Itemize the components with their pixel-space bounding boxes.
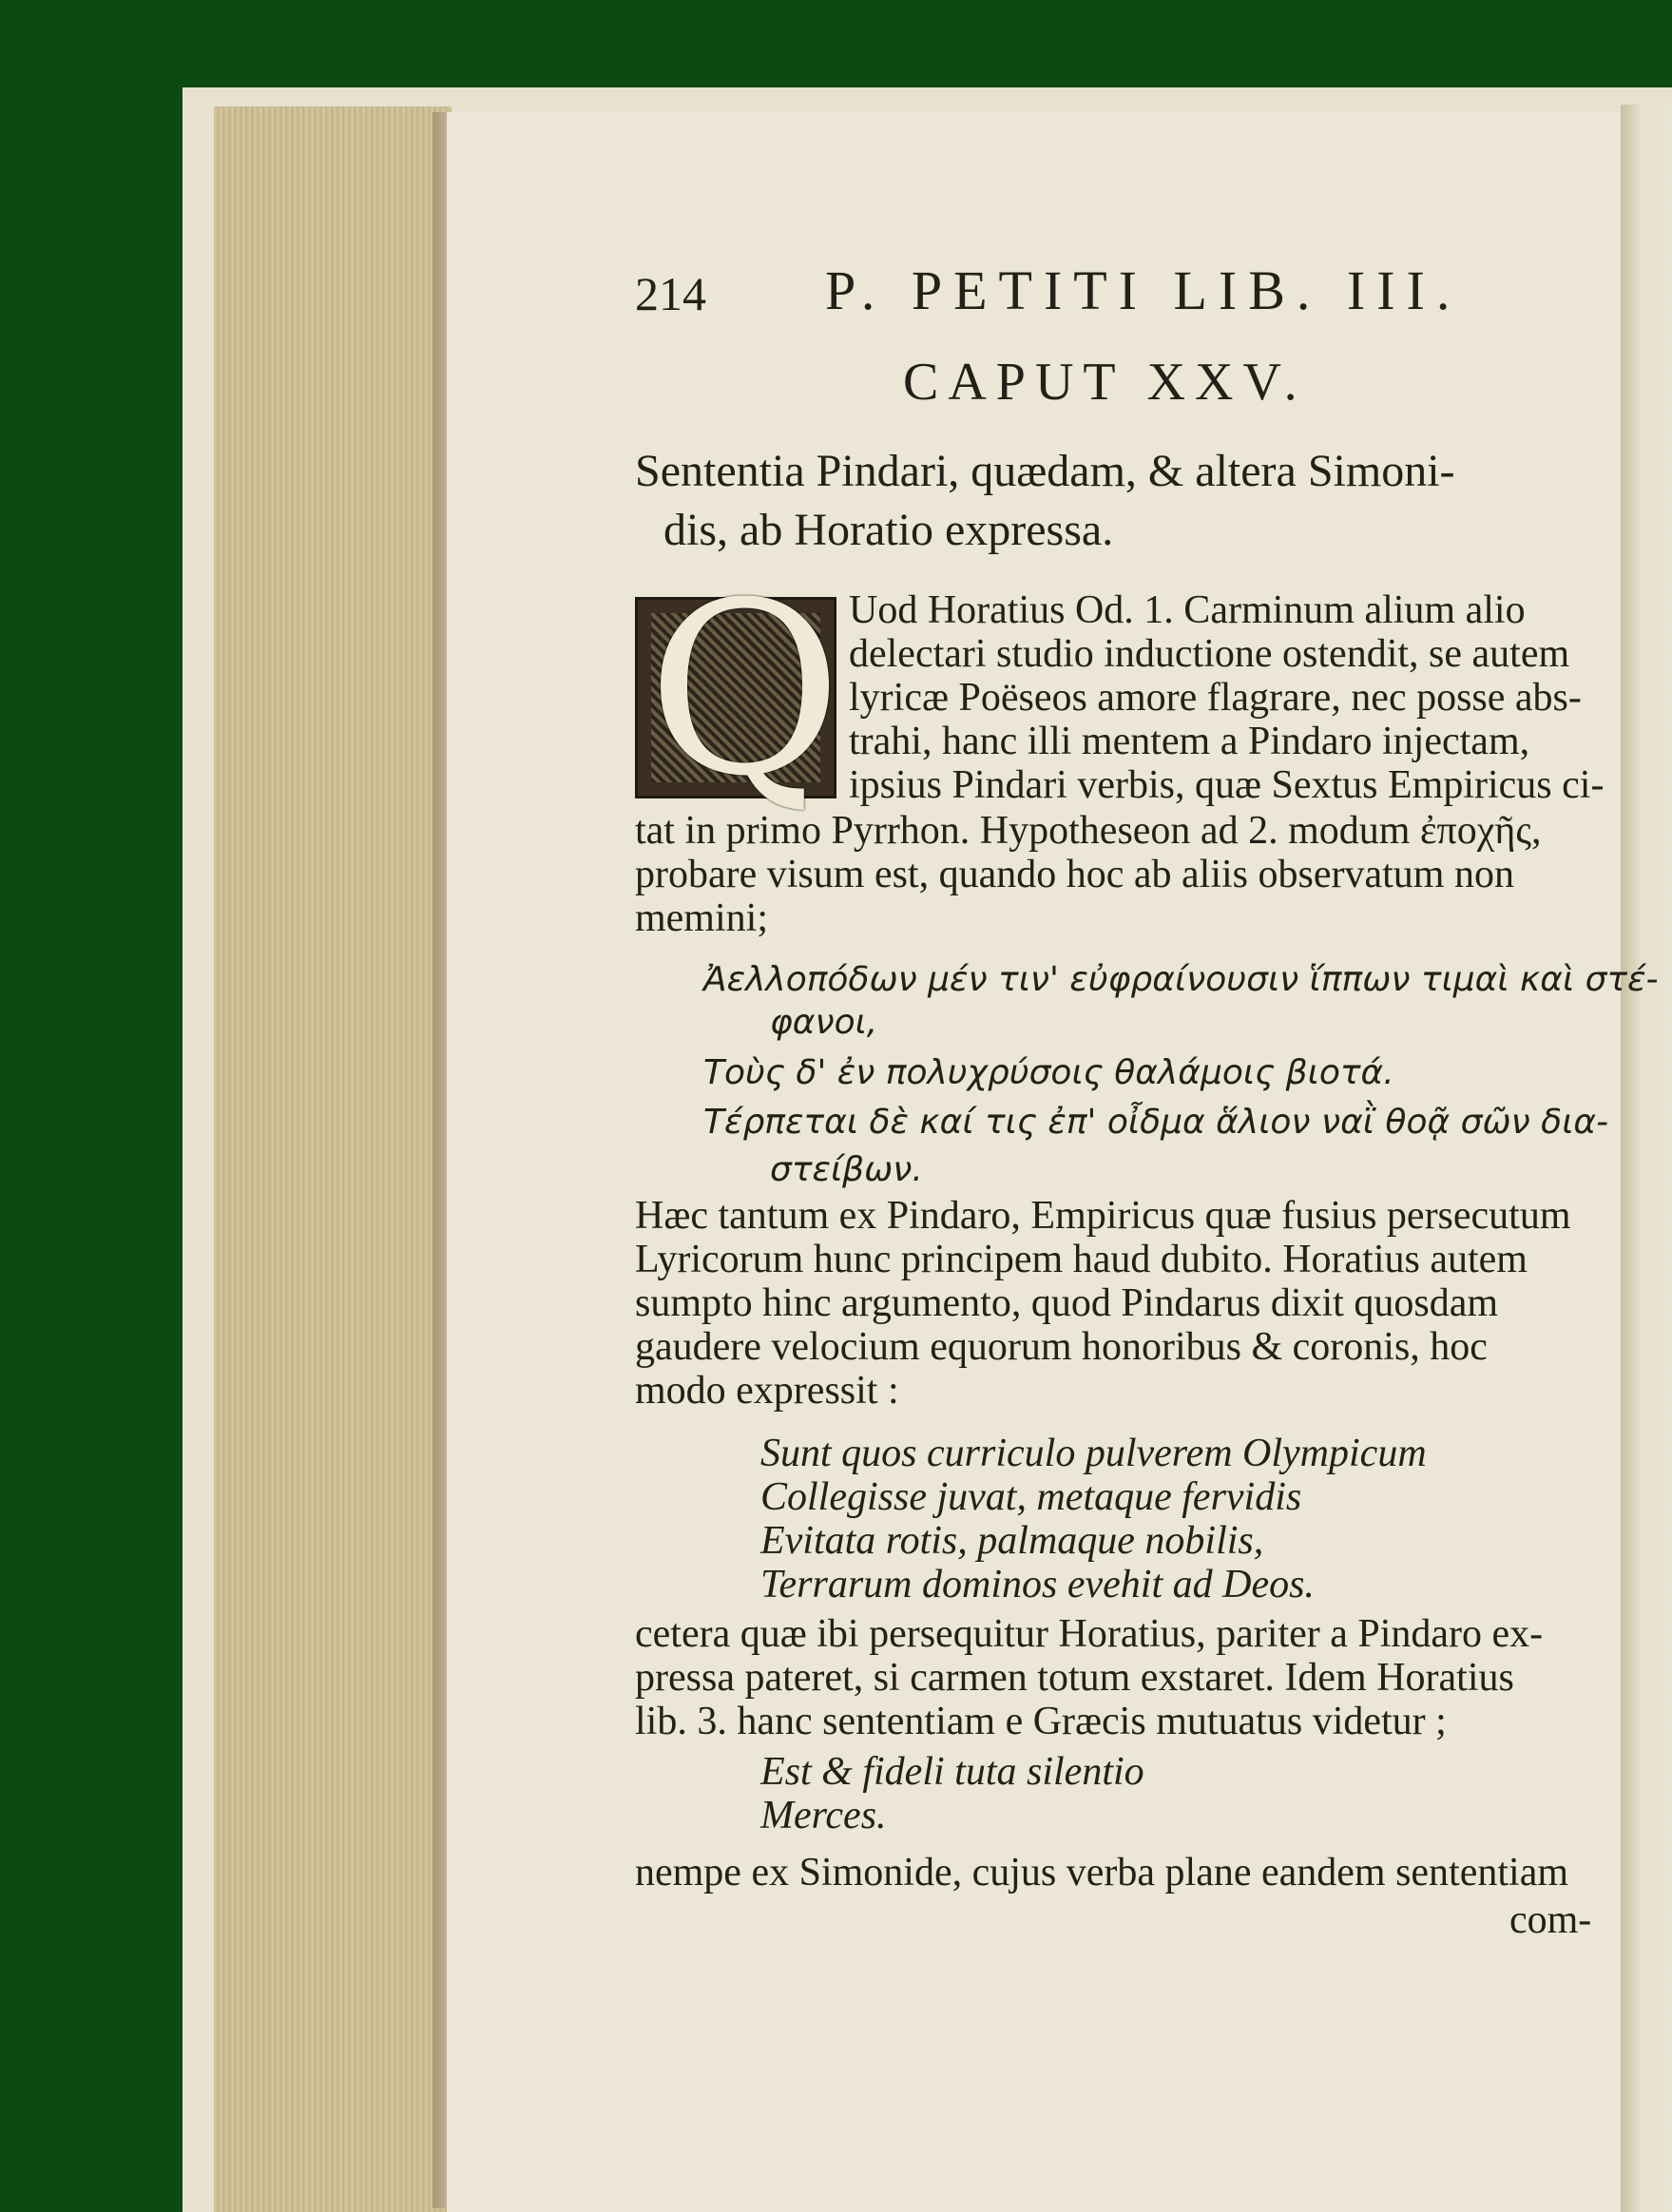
text-line: trahi, hanc illi mentem a Pindaro injectam, [849,720,1530,763]
catchword: com- [1509,1898,1592,1942]
verse-line: Collegisse juvat, metaque fervidis [760,1475,1302,1519]
text-line: Lyricorum hunc principem haud dubito. Horatius autem [635,1238,1528,1281]
verse-line: Est & fideli tuta silentio [760,1750,1144,1794]
text-line: cetera quæ ibi persequitur Horatius, pariter a Pindaro ex- [635,1612,1544,1656]
initial-letter: Q [647,551,842,828]
text-line: probare visum est, quando hoc ab aliis observatum non [635,853,1514,896]
book-page-edges [214,106,452,2212]
page-header [635,259,1605,335]
text-line: delectari studio inductione ostendit, se autem [849,632,1570,676]
text-line: lib. 3. hanc sententiam e Græcis mutuatus videtur ; [635,1700,1447,1743]
summary-line: Sententia Pindari, quædam, & altera Simoni- [635,446,1455,496]
text-line: memini; [635,896,768,940]
running-head: P. PETITI LIB. III. [825,260,1462,321]
verse-line: Terrarum dominos evehit ad Deos. [760,1563,1315,1606]
text-line: Uod Horatius Od. 1. Carminum alium alio [849,588,1526,632]
decorated-initial [635,551,842,828]
verse-line: Sunt quos curriculo pulverem Olympicum [760,1432,1427,1475]
text-line: lyricæ Poëseos amore flagrare, nec posse abs- [849,676,1582,720]
text-line: gaudere velocium equorum honoribus & coronis, hoc [635,1325,1488,1369]
page-number: 214 [635,267,706,320]
chapter-title: CAPUT XXV. [903,353,1307,412]
text-line: modo expressit : [635,1369,899,1413]
verse-line: Merces. [760,1794,887,1837]
greek-line: στείβων. [770,1150,923,1189]
text-line: sumpto hinc argumento, quod Pindarus dixit quosdam [635,1281,1499,1325]
text-line: tat in primo Pyrrhon. Hypotheseon ad 2. modum ἐποχῆς, [635,809,1542,853]
text-line: pressa pateret, si carmen totum exstaret. Idem Horatius [635,1656,1514,1700]
text-line: nempe ex Simonide, cujus verba plane eandem sententiam [635,1851,1569,1895]
chapter-summary [635,442,1586,560]
text-line: ipsius Pindari verbis, quæ Sextus Empiricus ci- [849,763,1605,807]
next-page-edge [1621,105,1672,2212]
text-line: Hæc tantum ex Pindaro, Empiricus quæ fusius persecutum [635,1194,1571,1238]
greek-line: Τέρπεται δὲ καί τις ἐπ' οἶδμα ἅλιον ναῒ θοᾷ σῶν δια- [703,1103,1609,1142]
book-page [447,112,1621,2212]
verse-line: Evitata rotis, palmaque nobilis, [760,1519,1264,1563]
greek-line: Τοὺς δ' ἐν πολυχρύσοις θαλάμοις βιοτά. [703,1053,1394,1092]
greek-line: Ἀελλοπόδων μέν τιν' εὐφραίνουσιν ἵππων τιμαὶ καὶ στέ- [703,960,1659,999]
summary-line: dis, ab Horatio expressa. [663,505,1114,555]
greek-line: φανοι, [770,1003,878,1042]
